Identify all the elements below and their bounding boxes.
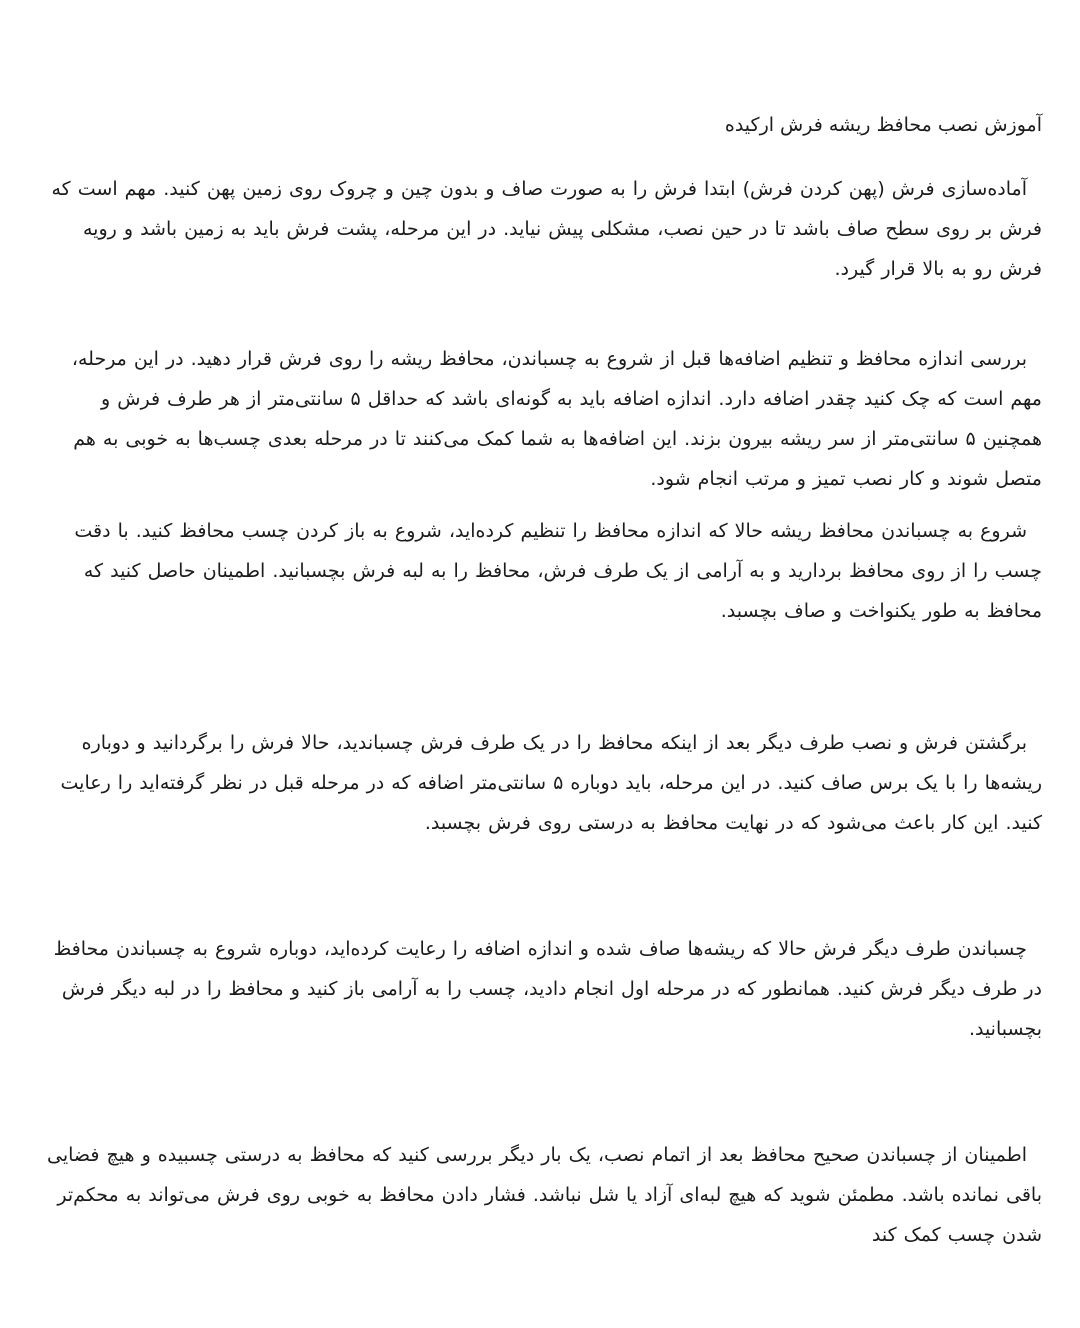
page-title: آموزش نصب محافظ ریشه فرش ارکیده [724,114,1042,136]
paragraph-start-gluing: شروع به چسباندن محافظ ریشه حالا که اندازه محافظ را تنظیم کرده‌اید، شروع به باز کردن چسب محافظ کنید. با دقت چسب را از روی محافظ بردارید و به آرامی از یک طرف فرش، محافظ را به لبه فرش بچسبانید. اطمینان حاصل کنید که محافظ به طور یکنواخت و صاف بچسبد. [74,520,1042,622]
paragraph-flip-carpet: برگشتن فرش و نصب طرف دیگر بعد از اینکه محافظ را در یک طرف فرش چسباندید، حالا فرش را برگردانید و دوباره ریشه‌ها را با یک برس صاف کنید. در این مرحله، باید دوباره ۵ سانتی‌متر اضافه که در مرحله قبل در نظر گرفته‌اید را رعایت کنید. این کار باعث می‌شود که در نهایت محافظ به درستی روی فرش بچسبد. [60,732,1042,834]
paragraph-carpet-preparation: آماده‌سازی فرش (پهن کردن فرش) ابتدا فرش را به صورت صاف و بدون چین و چروک روی زمین پهن کنید. مهم است که فرش بر روی سطح صاف باشد تا در حین نصب، مشکلی پیش نیاید. در این مرحله، پشت فرش باید به زمین باشد و رویه فرش رو به بالا قرار گیرد. [51,178,1042,280]
paragraph-size-check: بررسی اندازه محافظ و تنظیم اضافه‌ها قبل از شروع به چسباندن، محافظ ریشه را روی فرش قرار دهید. در این مرحله، مهم است که چک کنید چقدر اضافه دارد. اندازه اضافه باید به گونه‌ای باشد که حداقل ۵ سانتی‌متر از هر طرف فرش و همچنین ۵ سانتی‌متر از سر ریشه بیرون بزند. این اضافه‌ها به شما کمک می‌کنند تا در مرحله بعدی چسب‌ها به خوبی به هم متصل شوند و کار نصب تمیز و مرتب انجام شود. [71,348,1042,490]
paragraph-final-check: اطمینان از چسباندن صحیح محافظ بعد از اتمام نصب، یک بار دیگر بررسی کنید که محافظ به درستی چسبیده و هیچ فضایی باقی نمانده باشد. مطمئن شوید که هیچ لبه‌ای آزاد یا شل نباشد. فشار دادن محافظ به خوبی روی فرش می‌تواند به محکم‌تر شدن چسب کمک کند [47,1144,1042,1246]
paragraph-glue-other-side: چسباندن طرف دیگر فرش حالا که ریشه‌ها صاف شده و اندازه اضافه را رعایت کرده‌اید، دوباره شروع به چسباندن محافظ در طرف دیگر فرش کنید. همانطور که در مرحله اول انجام دادید، چسب را به آرامی باز کنید و محافظ را در لبه دیگر فرش بچسبانید. [53,938,1042,1040]
